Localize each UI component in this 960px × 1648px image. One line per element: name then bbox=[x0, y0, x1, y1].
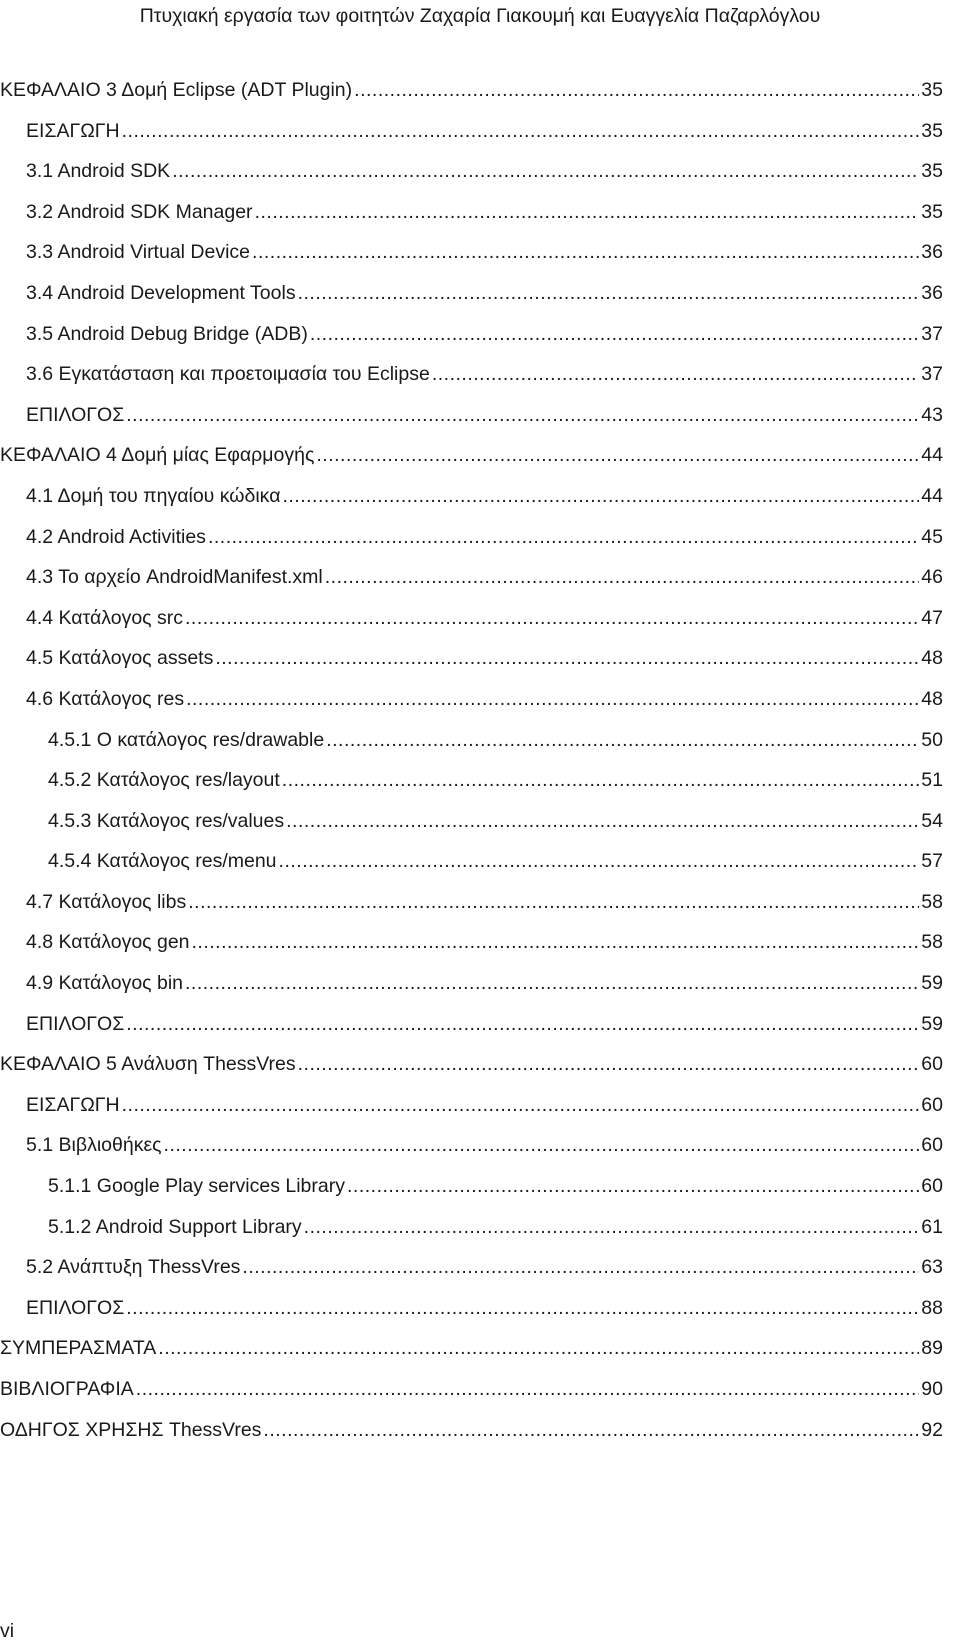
toc-dot-leader bbox=[263, 1416, 919, 1444]
toc-entry-page: 46 bbox=[921, 566, 943, 589]
page-header: Πτυχιακή εργασία των φοιτητών Ζαχαρία Γιακουμή και Ευαγγελία Παζαρλόγλου bbox=[139, 5, 821, 27]
toc-entry-page: 51 bbox=[921, 769, 943, 792]
toc-dot-leader bbox=[185, 969, 919, 997]
toc-dot-leader bbox=[432, 360, 919, 388]
toc-entry-page: 37 bbox=[921, 322, 943, 345]
toc-entry-title: ΕΙΣΑΓΩΓΗ bbox=[26, 119, 120, 142]
toc-entry[interactable] bbox=[0, 847, 960, 888]
toc-entry-title: 5.2 Ανάπτυξη ThessVres bbox=[26, 1256, 241, 1279]
toc-entry-page: 60 bbox=[921, 1134, 943, 1157]
toc-entry-page: 44 bbox=[921, 484, 943, 507]
toc-entry-page: 59 bbox=[921, 972, 943, 995]
toc-entry[interactable] bbox=[0, 238, 960, 279]
toc-entry[interactable] bbox=[0, 928, 960, 969]
toc-entry[interactable] bbox=[0, 1334, 960, 1375]
toc-entry[interactable] bbox=[0, 320, 960, 361]
toc-entry-title: ΚΕΦΑΛΑΙΟ 4 Δομή μίας Εφαρμογής bbox=[0, 444, 315, 467]
toc-entry-page: 54 bbox=[921, 809, 943, 832]
toc-entry-page: 92 bbox=[921, 1418, 943, 1441]
toc-entry-page: 45 bbox=[921, 525, 943, 548]
toc-entry[interactable] bbox=[0, 441, 960, 482]
toc-entry-title: 3.1 Android SDK bbox=[26, 160, 171, 183]
toc-entry-page: 50 bbox=[921, 728, 943, 751]
toc-dot-leader bbox=[164, 1131, 919, 1159]
toc-entry[interactable] bbox=[0, 1213, 960, 1254]
toc-entry-page: 35 bbox=[921, 160, 943, 183]
toc-entry-page: 60 bbox=[921, 1093, 943, 1116]
toc-entry-title: 5.1.1 Google Play services Library bbox=[48, 1175, 345, 1198]
toc-entry-page: 48 bbox=[921, 687, 943, 710]
toc-dot-leader bbox=[185, 604, 919, 632]
toc-dot-leader bbox=[304, 1213, 919, 1241]
toc-entry[interactable] bbox=[0, 888, 960, 929]
toc-dot-leader bbox=[354, 76, 919, 104]
toc-entry-page: 35 bbox=[921, 200, 943, 223]
toc-entry-page: 44 bbox=[921, 444, 943, 467]
toc-entry[interactable] bbox=[0, 198, 960, 239]
toc-entry[interactable] bbox=[0, 482, 960, 523]
toc-entry[interactable] bbox=[0, 1010, 960, 1051]
toc-entry-title: 4.3 Το αρχείο AndroidManifest.xml bbox=[26, 566, 323, 589]
toc-dot-leader bbox=[188, 888, 919, 916]
toc-entry-title: 4.5.3 Κατάλογος res/values bbox=[48, 809, 285, 832]
toc-dot-leader bbox=[172, 157, 919, 185]
toc-entry-title: 4.2 Android Activities bbox=[26, 525, 206, 548]
toc-entry-title: ΚΕΦΑΛΑΙΟ 3 Δομή Eclipse (ADT Plugin) bbox=[0, 79, 353, 101]
toc-dot-leader bbox=[158, 1334, 919, 1362]
toc-entry[interactable] bbox=[0, 76, 960, 117]
toc-dot-leader bbox=[215, 644, 919, 672]
toc-entry-page: 63 bbox=[921, 1256, 943, 1279]
toc-entry[interactable] bbox=[0, 401, 960, 442]
toc-entry-title: 3.6 Εγκατάσταση και προετοιμασία του Eclipse bbox=[26, 363, 430, 386]
toc-entry-title: 3.2 Android SDK Manager bbox=[26, 200, 253, 223]
toc-entry-title: 4.8 Κατάλογος gen bbox=[26, 931, 190, 954]
toc-entry[interactable] bbox=[0, 1131, 960, 1172]
toc-entry-title: 4.5.2 Κατάλογος res/layout bbox=[48, 769, 280, 792]
toc-dot-leader bbox=[255, 198, 919, 226]
toc-dot-leader bbox=[186, 685, 919, 713]
toc-dot-leader bbox=[298, 1050, 919, 1078]
toc-entry[interactable] bbox=[0, 1172, 960, 1213]
toc-entry-title: 4.9 Κατάλογος bin bbox=[26, 972, 183, 995]
toc-entry[interactable] bbox=[0, 117, 960, 158]
toc-entry-page: 61 bbox=[921, 1215, 943, 1238]
toc-entry-title: 3.4 Android Development Tools bbox=[26, 281, 296, 304]
toc-entry[interactable] bbox=[0, 1294, 960, 1335]
toc-dot-leader bbox=[347, 1172, 919, 1200]
toc-entry-title: ΣΥΜΠΕΡΑΣΜΑΤΑ bbox=[0, 1337, 157, 1360]
toc-entry-title: ΕΠΙΛΟΓΟΣ bbox=[26, 1296, 125, 1319]
toc-dot-leader bbox=[282, 766, 919, 794]
toc-dot-leader bbox=[126, 401, 919, 429]
toc-entry-title: 4.5 Κατάλογος assets bbox=[26, 647, 214, 670]
toc-entry[interactable] bbox=[0, 644, 960, 685]
toc-entry-page: 36 bbox=[921, 241, 943, 264]
toc-dot-leader bbox=[310, 320, 919, 348]
toc-entry[interactable] bbox=[0, 523, 960, 564]
toc-entry-title: 4.1 Δομή του πηγαίου κώδικα bbox=[26, 484, 281, 507]
toc-entry[interactable] bbox=[0, 279, 960, 320]
toc-entry-page: 90 bbox=[921, 1378, 943, 1400]
toc-entry-title: 4.5.1 Ο κατάλογος res/drawable bbox=[48, 728, 325, 751]
toc-entry[interactable] bbox=[0, 685, 960, 726]
toc-entry[interactable] bbox=[0, 1050, 960, 1091]
toc-entry-title: 4.5.4 Κατάλογος res/menu bbox=[48, 850, 277, 873]
toc-entry-title: ΒΙΒΛΙΟΓΡΑΦΙΑ bbox=[0, 1378, 134, 1400]
toc-dot-leader bbox=[282, 482, 919, 510]
toc-entry-title: ΚΕΦΑΛΑΙΟ 5 Ανάλυση ThessVres bbox=[0, 1053, 296, 1076]
toc-entry-title: 3.5 Android Debug Bridge (ADB) bbox=[26, 322, 308, 345]
toc-entry-page: 60 bbox=[921, 1175, 943, 1198]
toc-entry-title: 4.4 Κατάλογος src bbox=[26, 606, 183, 629]
toc-entry-title: ΕΠΙΛΟΓΟΣ bbox=[26, 403, 125, 426]
toc-entry-page: 58 bbox=[921, 890, 943, 913]
toc-entry[interactable] bbox=[0, 766, 960, 807]
toc-dot-leader bbox=[279, 847, 919, 875]
toc-entry-page: 48 bbox=[921, 647, 943, 670]
toc-dot-leader bbox=[326, 726, 919, 754]
toc-entry[interactable] bbox=[0, 1091, 960, 1132]
toc-entry-title: 5.1 Βιβλιοθήκες bbox=[26, 1134, 162, 1157]
toc-entry[interactable] bbox=[0, 563, 960, 604]
toc-dot-leader bbox=[122, 117, 919, 145]
toc-dot-leader bbox=[298, 279, 919, 307]
toc-dot-leader bbox=[192, 928, 919, 956]
toc-entry-page: 58 bbox=[921, 931, 943, 954]
toc-entry-page: 47 bbox=[921, 606, 943, 629]
toc-dot-leader bbox=[286, 807, 919, 835]
toc-entry[interactable] bbox=[0, 604, 960, 645]
toc-dot-leader bbox=[136, 1375, 919, 1403]
toc-entry-page: 59 bbox=[921, 1012, 943, 1035]
toc-entry-title: 4.6 Κατάλογος res bbox=[26, 687, 185, 710]
toc-dot-leader bbox=[208, 523, 919, 551]
toc-dot-leader bbox=[252, 238, 919, 266]
toc-entry[interactable] bbox=[0, 1375, 960, 1416]
toc-entry[interactable] bbox=[0, 726, 960, 767]
toc-dot-leader bbox=[126, 1010, 919, 1038]
toc-entry[interactable] bbox=[0, 969, 960, 1010]
toc-dot-leader bbox=[122, 1091, 919, 1119]
toc-entry-page: 89 bbox=[921, 1337, 943, 1360]
toc-entry-page: 36 bbox=[921, 281, 943, 304]
toc-entry[interactable] bbox=[0, 360, 960, 401]
toc-dot-leader bbox=[126, 1294, 919, 1322]
toc-entry-page: 37 bbox=[921, 363, 943, 386]
toc-entry-page: 35 bbox=[921, 79, 943, 101]
toc-entry-title: ΟΔΗΓΟΣ ΧΡΗΣΗΣ ThessVres bbox=[0, 1418, 262, 1441]
toc-entry-title: 5.1.2 Android Support Library bbox=[48, 1215, 302, 1238]
toc-entry[interactable] bbox=[0, 1253, 960, 1294]
toc-entry-page: 43 bbox=[921, 403, 943, 426]
toc-entry[interactable] bbox=[0, 157, 960, 198]
toc-entry[interactable] bbox=[0, 1416, 960, 1457]
toc-entry-title: ΕΙΣΑΓΩΓΗ bbox=[26, 1093, 120, 1116]
toc-dot-leader bbox=[316, 441, 919, 469]
toc-entry-page: 57 bbox=[921, 850, 943, 873]
table-of-contents bbox=[0, 76, 960, 1456]
toc-entry-page: 60 bbox=[921, 1053, 943, 1076]
toc-entry-page: 35 bbox=[921, 119, 943, 142]
page-number: vi bbox=[0, 1620, 15, 1642]
toc-entry-title: 3.3 Android Virtual Device bbox=[26, 241, 251, 264]
toc-entry-title: ΕΠΙΛΟΓΟΣ bbox=[26, 1012, 125, 1035]
toc-entry-page: 88 bbox=[921, 1296, 943, 1319]
toc-entry[interactable] bbox=[0, 807, 960, 848]
toc-dot-leader bbox=[325, 563, 919, 591]
toc-entry-title: 4.7 Κατάλογος libs bbox=[26, 890, 187, 913]
toc-dot-leader bbox=[242, 1253, 919, 1281]
